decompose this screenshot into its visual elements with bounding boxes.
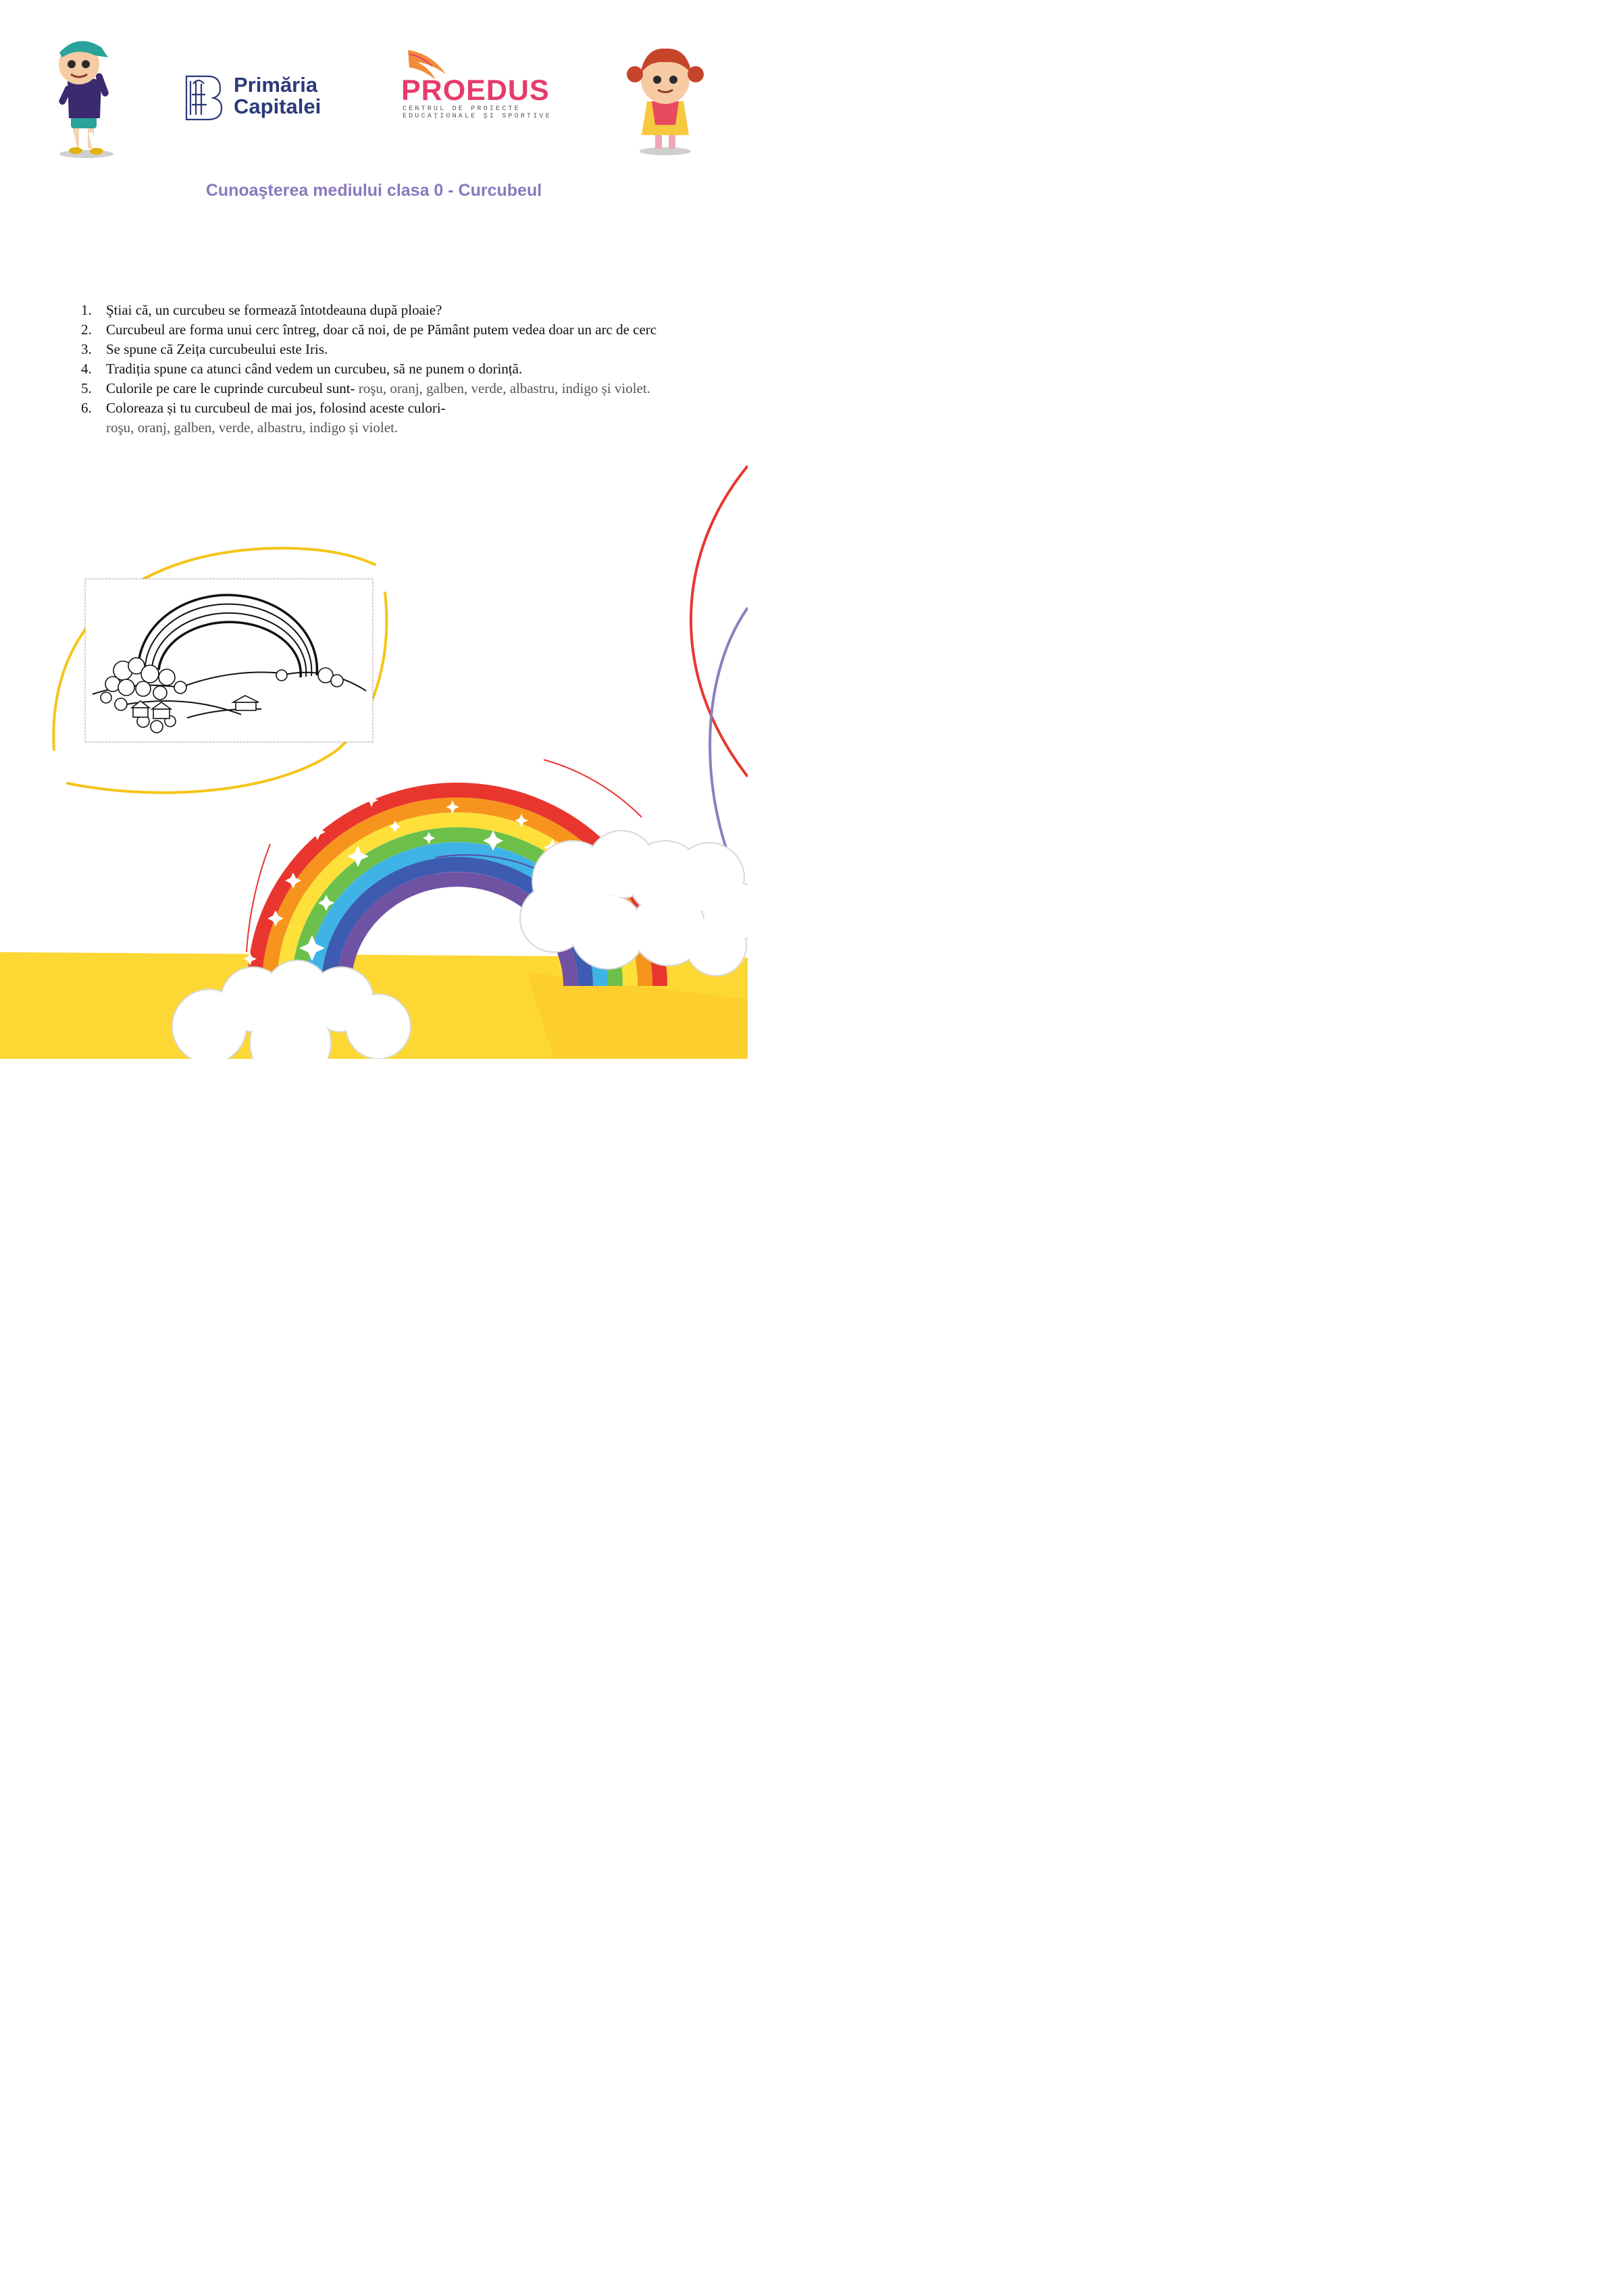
rainbow-colors-list: roşu, oranj, galben, verde, albastru, indigo și violet. bbox=[358, 380, 650, 396]
decorative-background bbox=[0, 0, 748, 1059]
list-item-number: 1. bbox=[81, 302, 92, 318]
proedus-logo bbox=[400, 47, 559, 125]
list-item bbox=[81, 340, 675, 359]
list-item-number: 6. bbox=[81, 400, 92, 416]
primaria-capitalei-logo bbox=[184, 74, 346, 122]
rainbow-colors-list: roşu, oranj, galben, verde, albastru, indigo și violet. bbox=[106, 419, 398, 436]
list-item-text: Curcubeul are forma unui cerc întreg, doar că noi, de pe Pământ putem vedea doar un arc de cerc bbox=[106, 321, 657, 338]
list-item-number: 3. bbox=[81, 341, 92, 357]
girl-mascot-illustration bbox=[627, 49, 704, 155]
list-item-text: Ştiai că, un curcubeu se formează întotdeauna după ploaie? bbox=[106, 302, 442, 318]
list-item bbox=[81, 320, 675, 340]
list-item bbox=[81, 359, 675, 379]
list-item-number: 5. bbox=[81, 380, 92, 396]
proedus-logo-subtitle-2: EDUCAȚIONALE ȘI SPORTIVE bbox=[403, 113, 552, 120]
list-item bbox=[81, 379, 675, 398]
list-item-number: 2. bbox=[81, 321, 92, 338]
primaria-logo-line1: Primăria bbox=[234, 73, 318, 97]
list-item-number: 4. bbox=[81, 361, 92, 377]
primaria-logo-line2: Capitalei bbox=[234, 95, 321, 118]
proedus-logo-subtitle-1: CENTRUL DE PROIECTE bbox=[403, 105, 521, 113]
list-item-text: Tradiția spune ca atunci când vedem un curcubeu, să ne punem o dorință. bbox=[106, 361, 523, 377]
list-item bbox=[81, 301, 675, 320]
list-item-text: Se spune că Zeița curcubeului este Iris. bbox=[106, 341, 328, 357]
list-item-text: Culorile pe care le cuprinde curcubeul sunt- bbox=[106, 380, 359, 396]
proedus-logo-word: PROEDUS bbox=[401, 74, 550, 107]
facts-list bbox=[81, 301, 675, 438]
list-item-text: Coloreaza și tu curcubeul de mai jos, folosind aceste culori- bbox=[106, 400, 446, 416]
rainbow-coloring-picture bbox=[85, 579, 373, 742]
page-title: Cunoaşterea mediului clasa 0 - Curcubeul bbox=[205, 181, 542, 200]
boy-mascot-illustration bbox=[58, 41, 113, 158]
list-item bbox=[81, 398, 675, 438]
